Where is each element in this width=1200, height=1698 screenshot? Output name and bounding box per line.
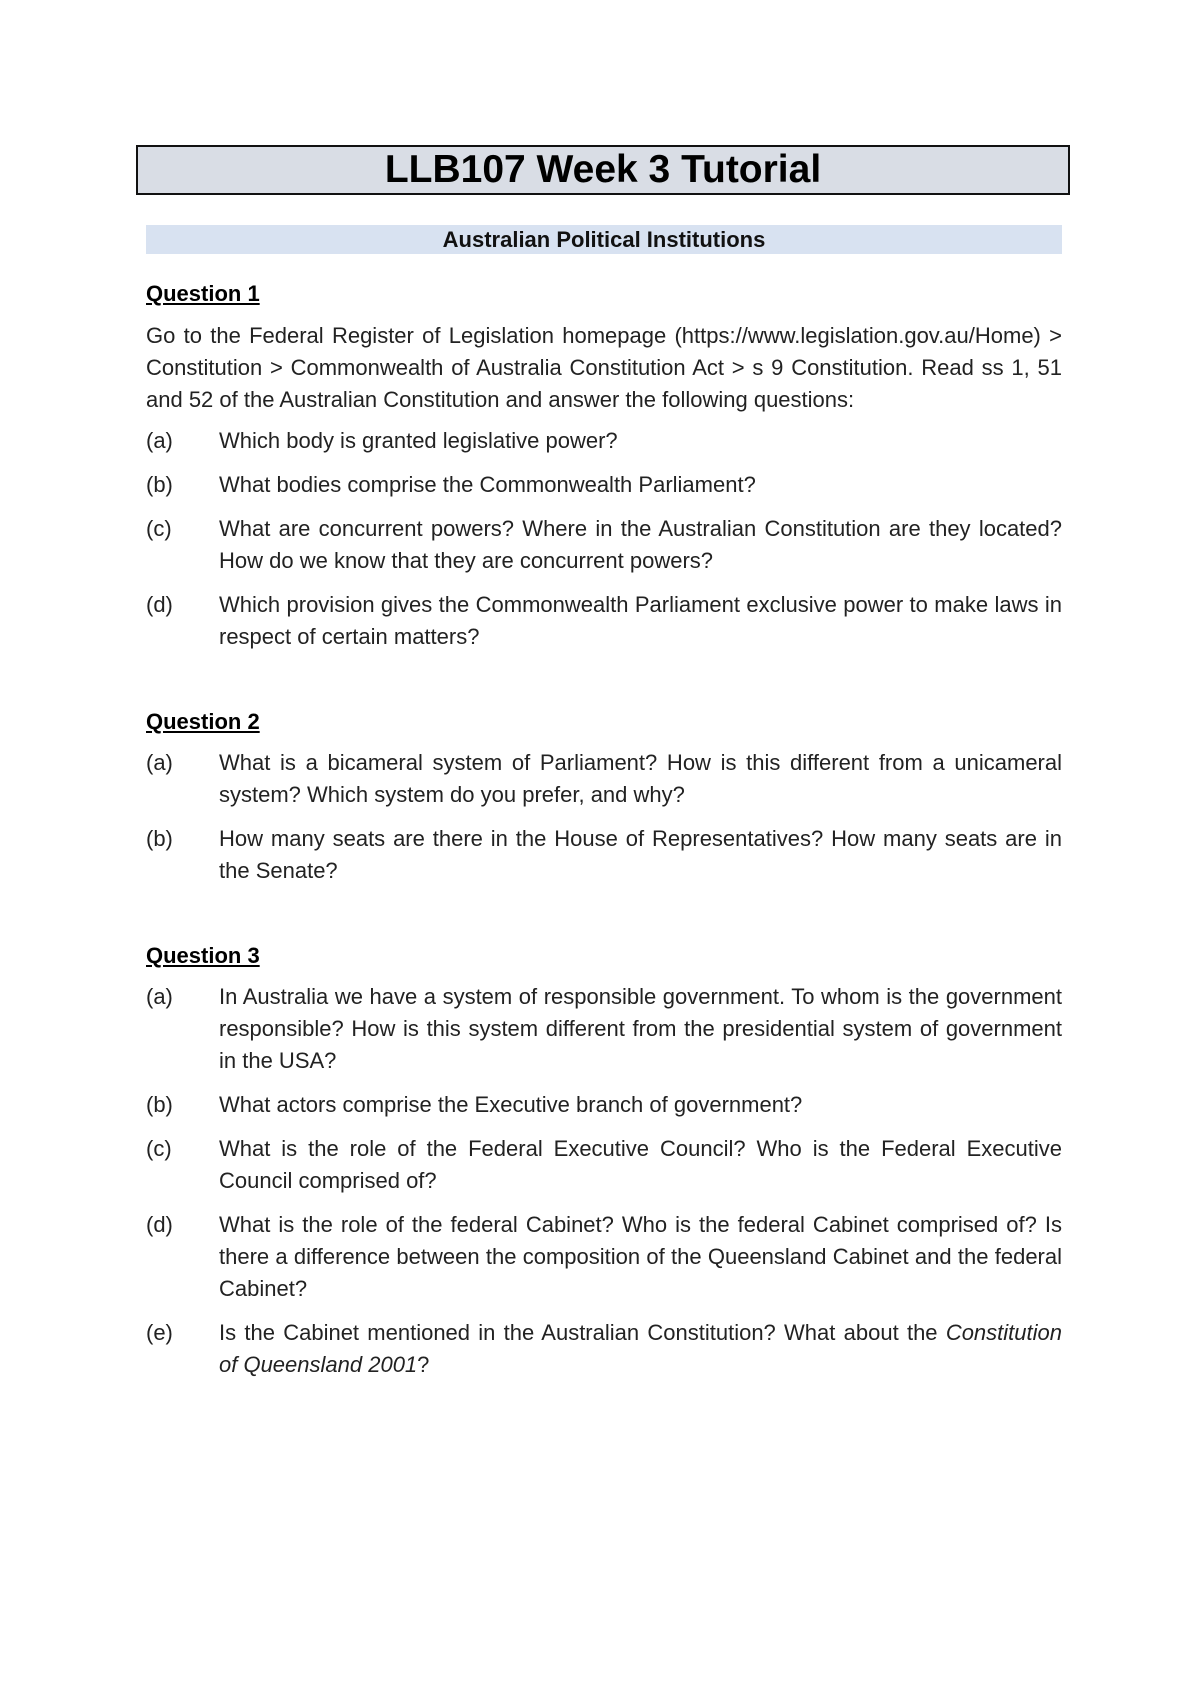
item-text-after: ? [417,1352,430,1377]
item-label: (e) [146,1320,173,1345]
list-item [146,469,1062,501]
document-content [146,278,1062,1393]
item-label: (a) [146,428,173,453]
question-heading: Question 2 [146,709,260,734]
item-label: (c) [146,516,172,541]
item-label: (b) [146,826,173,851]
item-text [219,1317,1062,1381]
question-2-section [146,706,1062,887]
item-label: (b) [146,1092,173,1117]
item-label: (c) [146,1136,172,1161]
question-1-section [146,278,1062,653]
question-3-items [146,981,1062,1381]
item-text: Which provision gives the Commonwealth Parliament exclusive power to make laws in respect of certain matters? [219,592,1062,649]
item-text: What actors comprise the Executive branch of government? [219,1092,803,1117]
list-item [146,589,1062,653]
item-label: (d) [146,1212,173,1237]
question-3-section [146,940,1062,1381]
item-text: What are concurrent powers? Where in the Australian Constitution are they located? How do we know that they are concurrent powers? [219,516,1062,573]
item-label: (a) [146,984,173,1009]
question-heading: Question 1 [146,281,260,306]
item-text-main: Is the Cabinet mentioned in the Australian Constitution? What about the [219,1320,938,1345]
item-text: What is the role of the federal Cabinet? Who is the federal Cabinet comprised of? Is there a difference between the composition of the Queensland Cabinet and the federal Cabinet? [219,1212,1062,1301]
item-label: (b) [146,472,173,497]
item-text: What bodies comprise the Commonwealth Parliament? [219,472,756,497]
list-item [146,747,1062,811]
page-subtitle: Australian Political Institutions [442,226,766,252]
question-intro: Go to the Federal Register of Legislation homepage (https://www.legislation.gov.au/Home) > Constitution > Commonwealth of Australia Constitution Act > s 9 Constitution. Read ss 1, 51 and 52 of the Australian Constitution and answer the following questions: [146,323,1062,412]
list-item [146,1089,1062,1121]
statute-citation: Constitution of Queensland 2001 [219,1320,1062,1377]
item-label: (a) [146,750,173,775]
item-text: How many seats are there in the House of Representatives? How many seats are in the Senate? [219,826,1062,883]
list-item [146,1209,1062,1305]
page-title: LLB107 Week 3 Tutorial [384,148,822,191]
item-text: Which body is granted legislative power? [219,428,618,453]
list-item [146,513,1062,577]
question-1-items [146,425,1062,653]
item-label: (d) [146,592,173,617]
question-2-items [146,747,1062,887]
title-box [136,145,1070,195]
list-item [146,981,1062,1077]
list-item [146,1133,1062,1197]
item-text: What is a bicameral system of Parliament? How is this different from a unicameral system? Which system do you prefer, and why? [219,750,1062,807]
list-item [146,823,1062,887]
item-text: In Australia we have a system of responsible government. To whom is the government responsible? How is this system different from the presidential system of government in the USA? [219,984,1062,1073]
list-item [146,425,1062,457]
subtitle-bar [146,225,1062,254]
question-heading: Question 3 [146,943,260,968]
list-item [146,1317,1062,1381]
item-text: What is the role of the Federal Executive Council? Who is the Federal Executive Council comprised of? [219,1136,1062,1193]
